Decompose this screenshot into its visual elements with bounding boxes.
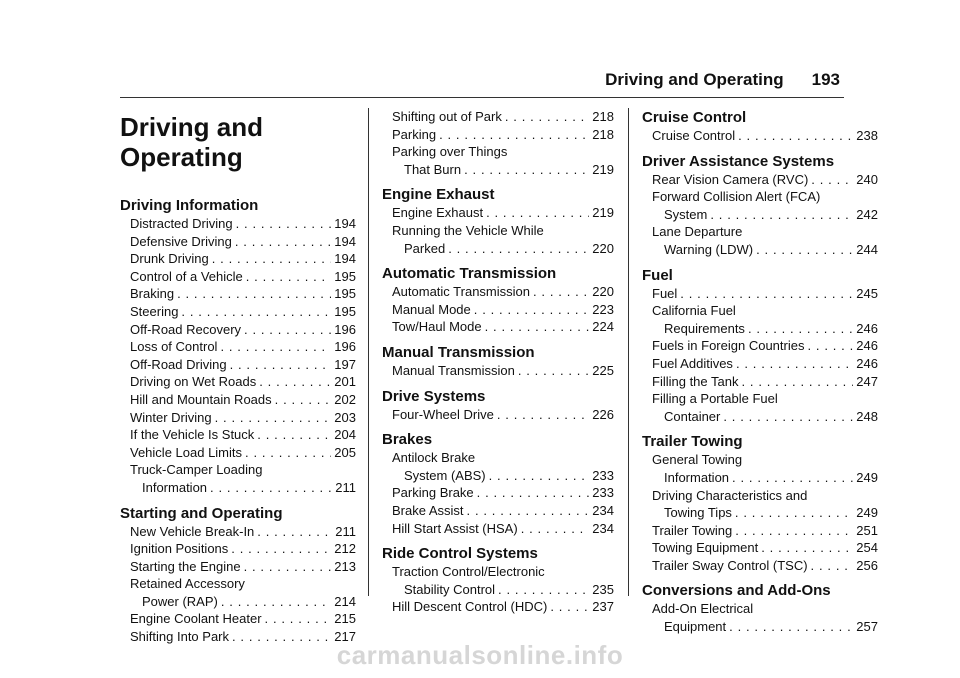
toc-page-number: 226 — [592, 406, 614, 422]
toc-page-number: 205 — [334, 444, 356, 460]
toc-entry — [120, 215, 356, 233]
dot-leader — [244, 558, 332, 576]
toc-entry — [382, 362, 614, 380]
toc-page-number: 238 — [856, 128, 878, 143]
dot-leader — [235, 233, 331, 251]
toc-entry — [642, 171, 878, 189]
toc-page-number: 249 — [856, 505, 878, 521]
dot-leader — [236, 215, 332, 233]
toc-page-number: 257 — [856, 619, 878, 635]
dot-leader — [474, 301, 590, 319]
toc-entry-label: Add-On Electrical — [652, 601, 754, 617]
toc-entry-label: Engine Coolant Heater — [130, 611, 262, 627]
toc-page-number: 245 — [856, 285, 878, 301]
dot-leader — [723, 408, 853, 426]
dot-leader — [735, 522, 853, 540]
dot-leader — [265, 610, 332, 628]
toc-entry — [642, 320, 878, 338]
toc-entry-label: Retained Accessory — [130, 576, 245, 592]
toc-page-number: 251 — [856, 522, 878, 538]
toc-page-number: 256 — [856, 557, 878, 573]
dot-leader — [497, 406, 589, 424]
toc-page-number: 219 — [592, 161, 614, 177]
toc-entry-label: Towing Tips — [664, 505, 732, 521]
column-divider — [628, 108, 629, 596]
dot-leader — [680, 285, 853, 303]
toc-page-number: 195 — [334, 286, 356, 302]
toc-entry — [382, 283, 614, 301]
toc-column-1 — [120, 108, 356, 646]
toc-entry — [642, 285, 878, 303]
toc-page-number: 242 — [856, 206, 878, 222]
toc-page-number: 197 — [334, 356, 356, 372]
toc-entry — [382, 108, 614, 126]
toc-page-number: 233 — [592, 467, 614, 483]
toc-entry-label: Parking over Things — [392, 144, 508, 160]
toc-entry — [382, 318, 614, 336]
dot-leader — [518, 362, 589, 380]
dot-leader — [735, 504, 853, 522]
dot-leader — [275, 391, 332, 409]
toc-entry — [642, 469, 878, 487]
toc-entry-label: Winter Driving — [130, 409, 212, 425]
toc-page-number: 220 — [592, 240, 614, 256]
toc-entry-label: Manual Transmission — [392, 362, 515, 378]
toc-entry-label: Trailer Sway Control (TSC) — [652, 557, 808, 573]
toc-entry-label: Automatic Transmission — [392, 284, 530, 300]
toc-entry-label: Control of a Vehicle — [130, 268, 243, 284]
toc-entry-label: Warning (LDW) — [664, 241, 754, 257]
dot-leader — [729, 618, 853, 636]
dot-leader — [811, 557, 854, 575]
toc-entry-label: Lane Departure — [652, 224, 743, 240]
dot-leader — [448, 240, 589, 258]
section-heading: Conversions and Add-Ons — [642, 582, 831, 600]
toc-page-number: 247 — [856, 373, 878, 389]
toc-page-number: 213 — [334, 558, 356, 574]
toc-entry — [120, 303, 356, 321]
page-number: 193 — [811, 70, 840, 89]
toc-entry-label: Stability Control — [404, 581, 496, 597]
toc-entry-label: Distracted Driving — [130, 216, 233, 231]
toc-entry-label: Fuel Additives — [652, 355, 733, 371]
toc-entry-label: Hill and Mountain Roads — [130, 391, 272, 407]
toc-page-number: 203 — [334, 409, 356, 425]
dot-leader — [245, 444, 331, 462]
dot-leader — [210, 479, 332, 497]
toc-entry-label: Filling a Portable Fuel — [652, 391, 778, 407]
toc-page-number: 246 — [856, 355, 878, 371]
toc-entry — [642, 618, 878, 636]
toc-entry — [382, 406, 614, 424]
toc-entry-label: Information — [664, 469, 730, 485]
dot-leader — [467, 502, 590, 520]
toc-entry-label: Filling the Tank — [652, 373, 739, 389]
toc-page-number: 233 — [592, 485, 614, 501]
toc-page-number: 249 — [856, 469, 878, 485]
dot-leader — [230, 356, 332, 374]
toc-entry — [120, 373, 356, 391]
toc-entry-label: Equipment — [664, 619, 727, 635]
dot-leader — [738, 127, 853, 145]
toc-entry-label: Forward Collision Alert (FCA) — [652, 189, 821, 205]
toc-entry — [120, 391, 356, 409]
toc-entry-label: If the Vehicle Is Stuck — [130, 427, 255, 443]
toc-page-number: 224 — [592, 319, 614, 335]
toc-page-number: 212 — [334, 541, 356, 557]
section-heading: Trailer Towing — [642, 433, 743, 451]
dot-leader — [748, 320, 853, 338]
toc-entry — [642, 539, 878, 557]
toc-entry-label: Drunk Driving — [130, 251, 209, 267]
dot-leader — [439, 126, 589, 144]
toc-entry — [642, 557, 878, 575]
toc-page-number: 194 — [334, 233, 356, 249]
toc-page-number: 214 — [334, 593, 356, 609]
toc-page-number: 211 — [335, 523, 356, 539]
toc-entry — [382, 484, 614, 502]
toc-page-number: 194 — [334, 216, 356, 231]
toc-entry — [120, 356, 356, 374]
section-heading: Ride Control Systems — [382, 545, 538, 563]
toc-entry-label: Defensive Driving — [130, 233, 232, 249]
toc-entry — [382, 598, 614, 616]
toc-entry — [120, 285, 356, 303]
toc-entry-label: Fuel — [652, 285, 678, 301]
toc-page-number: 195 — [334, 268, 356, 284]
section-heading: Manual Transmission — [382, 343, 535, 361]
dot-leader — [259, 373, 331, 391]
dot-leader — [710, 206, 853, 224]
toc-entry — [120, 523, 356, 541]
toc-page-number: 215 — [334, 611, 356, 627]
page-header — [120, 70, 840, 94]
toc-entry — [642, 127, 878, 145]
toc-page-number: 234 — [592, 520, 614, 536]
toc-entry — [120, 444, 356, 462]
dot-leader — [212, 250, 332, 268]
toc-page-number: 201 — [334, 374, 356, 390]
dot-leader — [489, 467, 590, 485]
toc-entry-label: Towing Equipment — [652, 540, 759, 556]
section-heading: Fuel — [642, 266, 673, 284]
toc-page-number: 195 — [334, 303, 356, 319]
dot-leader — [732, 469, 853, 487]
toc-entry — [642, 504, 878, 522]
dot-leader — [486, 204, 589, 222]
toc-page-number: 220 — [592, 284, 614, 300]
toc-entry — [382, 520, 614, 538]
section-heading: Automatic Transmission — [382, 265, 557, 283]
dot-leader — [257, 523, 332, 541]
dot-leader — [464, 161, 589, 179]
dot-leader — [177, 285, 331, 303]
section-heading: Driver Assistance Systems — [642, 152, 835, 170]
toc-entry-label: Steering — [130, 303, 179, 319]
toc-entry-label: Driving on Wet Roads — [130, 374, 257, 390]
toc-entry — [120, 409, 356, 427]
dot-leader — [477, 484, 590, 502]
dot-leader — [498, 581, 589, 599]
toc-entry-label: Four-Wheel Drive — [392, 406, 494, 422]
toc-page-number: 235 — [592, 581, 614, 597]
toc-entry-label: Parked — [404, 240, 446, 256]
section-heading: Driving Information — [120, 197, 259, 214]
toc-page-number: 248 — [856, 408, 878, 424]
toc-entry-label: Hill Start Assist (HSA) — [392, 520, 518, 536]
toc-entry-label: Container — [664, 408, 721, 424]
toc-entry-label: Cruise Control — [652, 128, 736, 143]
dot-leader — [550, 598, 589, 616]
toc-entry-label: System (ABS) — [404, 467, 486, 483]
toc-page-number: 196 — [334, 339, 356, 355]
toc-entry-label: Starting the Engine — [130, 558, 241, 574]
toc-entry — [120, 540, 356, 558]
dot-leader — [221, 593, 331, 611]
toc-page-number: 218 — [592, 109, 614, 124]
toc-entry-label: Truck-Camper Loading — [130, 462, 263, 478]
toc-entry-label: Requirements — [664, 320, 745, 336]
toc-entry-label: Antilock Brake — [392, 450, 476, 466]
chapter-title: Driving and Operating — [120, 112, 264, 172]
toc-entry-label: General Towing — [652, 452, 743, 468]
toc-entry-label: California Fuel — [652, 303, 736, 319]
toc-entry — [382, 126, 614, 144]
toc-entry-label: Parking Brake — [392, 485, 474, 501]
toc-entry — [642, 408, 878, 426]
toc-entry — [120, 593, 356, 611]
toc-column-2 — [382, 108, 614, 616]
toc-page-number: 237 — [592, 599, 614, 615]
toc-entry — [382, 240, 614, 258]
toc-entry-label: Driving Characteristics and — [652, 487, 808, 503]
toc-entry — [642, 206, 878, 224]
toc-entry — [382, 161, 614, 179]
watermark: carmanualsonline.info — [336, 640, 624, 670]
toc-entry-label: Rear Vision Camera (RVC) — [652, 171, 809, 187]
toc-entry — [120, 268, 356, 286]
toc-entry — [120, 558, 356, 576]
toc-entry-label: Off-Road Recovery — [130, 321, 242, 337]
toc-page-number: 223 — [592, 301, 614, 317]
dot-leader — [257, 426, 331, 444]
toc-entry — [642, 522, 878, 540]
toc-page-number: 246 — [856, 338, 878, 354]
toc-entry-label: Manual Mode — [392, 301, 471, 317]
toc-entry-label: That Burn — [404, 161, 462, 177]
toc-entry-label: Running the Vehicle While — [392, 222, 544, 238]
toc-entry-label: Shifting Into Park — [130, 629, 229, 645]
toc-entry — [120, 321, 356, 339]
header-title: Driving and Operating — [605, 70, 784, 89]
toc-entry — [120, 479, 356, 497]
toc-page-number: 218 — [592, 126, 614, 142]
toc-page-number: 240 — [856, 171, 878, 187]
dot-leader — [485, 318, 590, 336]
toc-entry — [382, 502, 614, 520]
dot-leader — [811, 171, 853, 189]
toc-entry-label: Trailer Towing — [652, 522, 733, 538]
toc-entry — [642, 241, 878, 259]
toc-entry-label: Traction Control/Electronic — [392, 564, 545, 580]
dot-leader — [181, 303, 331, 321]
toc-page-number: 202 — [334, 391, 356, 407]
toc-entry-label: Braking — [130, 286, 175, 302]
toc-entry — [120, 250, 356, 268]
toc-page-number: 234 — [592, 502, 614, 518]
toc-entry — [642, 337, 878, 355]
dot-leader — [807, 337, 853, 355]
header-rule — [120, 97, 844, 98]
toc-entry — [382, 301, 614, 319]
toc-entry-label: Off-Road Driving — [130, 356, 227, 372]
toc-entry-label: Parking — [392, 126, 437, 142]
section-heading: Drive Systems — [382, 387, 486, 405]
section-heading: Engine Exhaust — [382, 186, 495, 204]
dot-leader — [736, 355, 853, 373]
toc-entry-label: Loss of Control — [130, 339, 218, 355]
toc-entry-label: New Vehicle Break-In — [130, 523, 255, 539]
dot-leader — [533, 283, 589, 301]
toc-entry-label: Vehicle Load Limits — [130, 444, 243, 460]
dot-leader — [505, 108, 589, 126]
toc-page-number: 217 — [334, 629, 356, 645]
dot-leader — [756, 241, 853, 259]
toc-page-number: 204 — [334, 427, 356, 443]
dot-leader — [215, 409, 332, 427]
dot-leader — [231, 540, 331, 558]
toc-column-3 — [642, 108, 878, 636]
toc-page-number: 246 — [856, 320, 878, 336]
dot-leader — [761, 539, 853, 557]
toc-entry — [642, 373, 878, 391]
toc-entry — [120, 610, 356, 628]
toc-page-number: 196 — [334, 321, 356, 337]
section-heading: Cruise Control — [642, 109, 747, 126]
toc-page-number: 194 — [334, 251, 356, 267]
toc-entry-label: Brake Assist — [392, 502, 464, 518]
section-heading: Starting and Operating — [120, 504, 283, 522]
toc-page-number: 219 — [592, 205, 614, 221]
toc-entry-label: Shifting out of Park — [392, 109, 502, 124]
toc-entry-label: Information — [142, 479, 208, 495]
toc-entry-label: Fuels in Foreign Countries — [652, 338, 805, 354]
dot-leader — [220, 338, 331, 356]
toc-page-number: 254 — [856, 540, 878, 556]
section-heading: Brakes — [382, 431, 433, 449]
toc-entry — [120, 426, 356, 444]
dot-leader — [246, 268, 332, 286]
toc-page-number: 244 — [856, 241, 878, 257]
toc-entry-label: Power (RAP) — [142, 593, 218, 609]
toc-page-number: 225 — [592, 362, 614, 378]
toc-entry-label: Hill Descent Control (HDC) — [392, 599, 548, 615]
toc-page-number: 211 — [335, 479, 356, 495]
toc-entry — [642, 355, 878, 373]
toc-entry — [382, 581, 614, 599]
dot-leader — [521, 520, 590, 538]
toc-entry — [382, 204, 614, 222]
toc-entry — [120, 233, 356, 251]
toc-entry-label: Tow/Haul Mode — [392, 319, 482, 335]
toc-entry-label: Engine Exhaust — [392, 205, 484, 221]
toc-entry — [382, 467, 614, 485]
toc-entry — [120, 338, 356, 356]
dot-leader — [244, 321, 331, 339]
toc-entry-label: System — [664, 206, 708, 222]
toc-entry-label: Ignition Positions — [130, 541, 229, 557]
column-divider — [368, 108, 369, 596]
dot-leader — [741, 373, 853, 391]
